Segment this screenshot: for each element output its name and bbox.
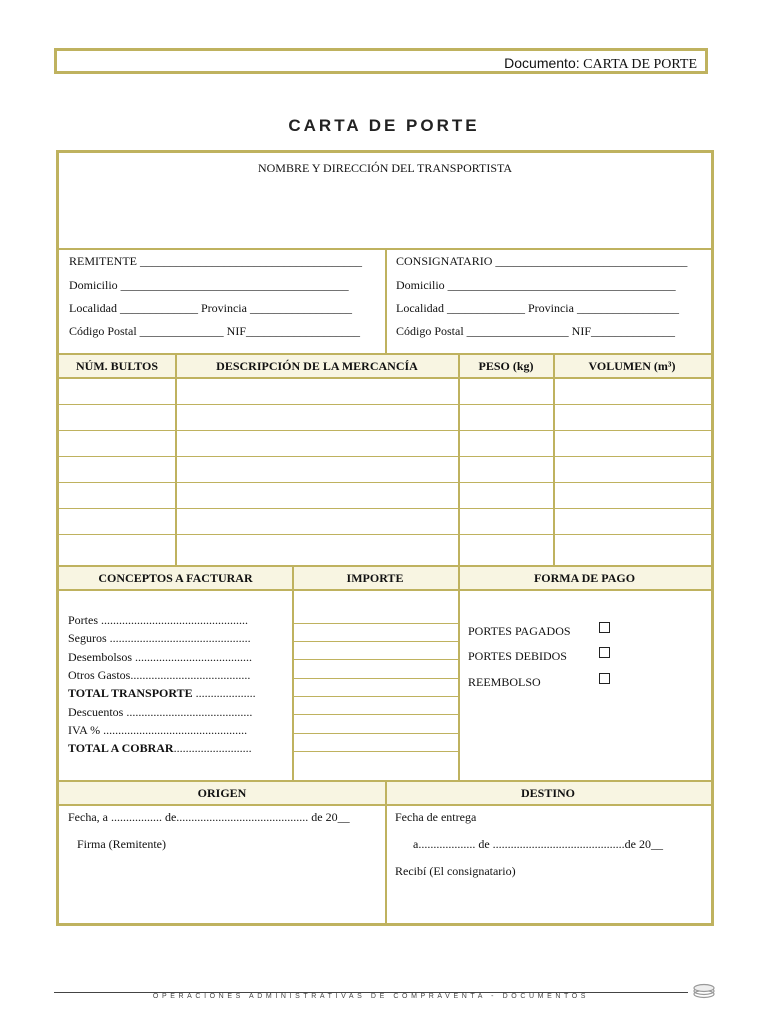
goods-header-packages: NÚM. BULTOS xyxy=(75,359,159,373)
concept-otros-gastos: Otros Gastos........................................ xyxy=(68,668,251,682)
amount-row-line xyxy=(293,714,458,715)
footer-text: OPERACIONES ADMINISTRATIVAS DE COMPRAVENTA - DOCUMENTOS xyxy=(152,993,590,1000)
origin-date-field[interactable]: Fecha, a ................. de............................................ de 20__ xyxy=(68,810,350,824)
form-frame xyxy=(56,150,714,926)
concept-desembolsos: Desembolsos ....................................... xyxy=(68,650,252,664)
portes-pagados-checkbox[interactable] xyxy=(599,622,610,633)
consignee-address-field[interactable]: Domicilio ______________________________________ xyxy=(396,278,676,292)
sender-postal-field[interactable]: Código Postal ______________ NIF___________________ xyxy=(69,324,361,338)
carrier-label: NOMBRE Y DIRECCIÓN DEL TRANSPORTISTA xyxy=(257,161,513,175)
billing-header-amount: IMPORTE xyxy=(346,571,404,585)
sender-address-field[interactable]: Domicilio ______________________________________ xyxy=(69,278,349,292)
table-row-line xyxy=(59,482,711,483)
table-row-line xyxy=(59,508,711,509)
table-row-line xyxy=(59,430,711,431)
delivery-date-label: Fecha de entrega xyxy=(395,810,477,824)
table-row-line xyxy=(59,534,711,535)
divider xyxy=(59,377,711,379)
concept-total-transporte: TOTAL TRANSPORTE .................... xyxy=(68,686,256,700)
billing-header-payment: FORMA DE PAGO xyxy=(533,571,636,585)
goods-header-description: DESCRIPCIÓN DE LA MERCANCÍA xyxy=(216,359,418,373)
payment-reembolso-label: REEMBOLSO xyxy=(468,675,541,689)
consignee-received-label: Recibí (El consignatario) xyxy=(395,864,516,878)
destination-header: DESTINO xyxy=(520,786,576,800)
divider xyxy=(292,565,294,780)
page-title: CARTA DE PORTE xyxy=(288,116,480,135)
document-header xyxy=(54,48,708,74)
divider xyxy=(59,589,711,591)
consignee-postal-field[interactable]: Código Postal _________________ NIF______________ xyxy=(396,324,676,338)
consignee-field[interactable]: CONSIGNATARIO ________________________________ xyxy=(396,254,688,268)
concept-total-cobrar: TOTAL A COBRAR.......................... xyxy=(68,741,252,755)
amount-row-line xyxy=(293,696,458,697)
amount-row-line xyxy=(293,623,458,624)
concept-portes: Portes ................................................. xyxy=(68,613,248,627)
document-header-text xyxy=(504,55,697,73)
document-label: Documento: xyxy=(504,55,580,71)
origin-signature-label: Firma (Remitente) xyxy=(77,837,166,851)
sender-locality-field[interactable]: Localidad _____________ Provincia _________________ xyxy=(69,301,352,315)
concept-descuentos: Descuentos .......................................... xyxy=(68,705,253,719)
divider xyxy=(59,565,711,567)
payment-portes-debidos-label: PORTES DEBIDOS xyxy=(468,649,567,663)
concept-iva: IVA % ................................................ xyxy=(68,723,248,737)
amount-row-line xyxy=(293,678,458,679)
payment-portes-pagados-label: PORTES PAGADOS xyxy=(468,624,571,638)
divider xyxy=(385,780,387,923)
amount-row-line xyxy=(293,641,458,642)
amount-row-line xyxy=(293,733,458,734)
document-type: CARTA DE PORTE xyxy=(583,57,697,72)
goods-header-volume: VOLUMEN (m³) xyxy=(588,359,676,373)
divider xyxy=(59,353,711,355)
divider xyxy=(385,248,387,353)
consignee-locality-field[interactable]: Localidad _____________ Provincia _________________ xyxy=(396,301,679,315)
billing-header-concepts: CONCEPTOS A FACTURAR xyxy=(98,571,253,585)
table-row-line xyxy=(59,404,711,405)
sender-field[interactable]: REMITENTE _____________________________________ xyxy=(69,254,362,268)
table-row-line xyxy=(59,456,711,457)
reembolso-checkbox[interactable] xyxy=(599,673,610,684)
origin-header: ORIGEN xyxy=(197,786,247,800)
stack-logo-icon xyxy=(692,983,716,999)
divider xyxy=(458,565,460,780)
goods-header-weight: PESO (kg) xyxy=(478,359,534,373)
delivery-date-field[interactable]: a................... de ............................................de 20__ xyxy=(413,837,663,851)
portes-debidos-checkbox[interactable] xyxy=(599,647,610,658)
amount-row-line xyxy=(293,751,458,752)
concept-seguros: Seguros ............................................... xyxy=(68,631,251,645)
amount-row-line xyxy=(293,659,458,660)
